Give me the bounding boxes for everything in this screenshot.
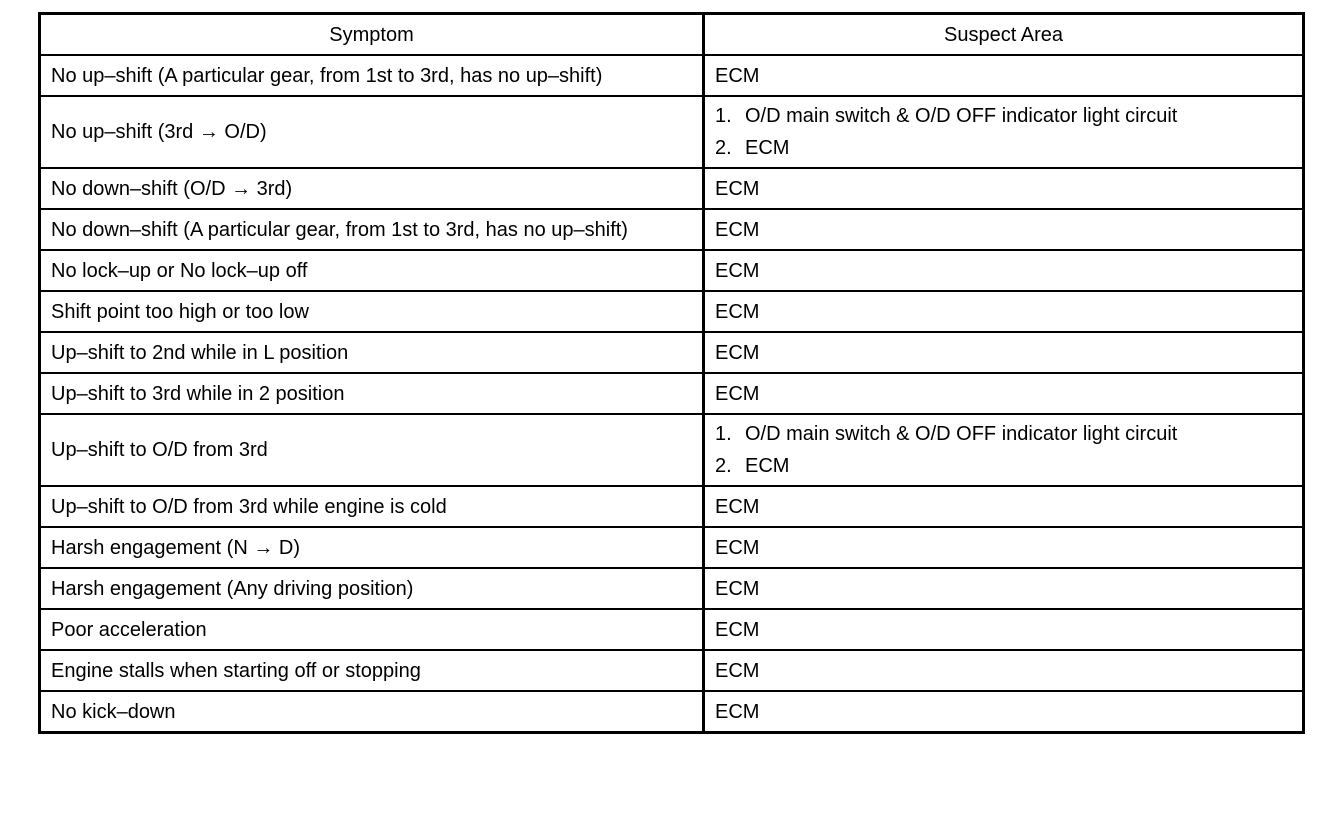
table-row bbox=[40, 414, 1304, 486]
suspect-area-text: ECM bbox=[715, 64, 760, 87]
suspect-area-text: ECM bbox=[745, 137, 790, 159]
suspect-area-cell bbox=[704, 486, 1304, 527]
suspect-area-cell bbox=[704, 414, 1304, 486]
table-row bbox=[40, 568, 1304, 609]
table-row bbox=[40, 332, 1304, 373]
suspect-area-cell bbox=[704, 168, 1304, 209]
suspect-area-text: ECM bbox=[715, 341, 760, 364]
suspect-area-cell bbox=[704, 291, 1304, 332]
suspect-area-cell bbox=[704, 209, 1304, 250]
symptom-cell: Up–shift to O/D from 3rd while engine is cold bbox=[40, 486, 704, 527]
suspect-area-text: ECM bbox=[715, 700, 760, 723]
suspect-area-text: ECM bbox=[715, 618, 760, 641]
symptom-cell: No up–shift (3rd → O/D) bbox=[40, 96, 704, 168]
suspect-area-cell bbox=[704, 568, 1304, 609]
suspect-area-text: O/D main switch & O/D OFF indicator light circuit bbox=[745, 105, 1178, 127]
symptom-table bbox=[38, 12, 1305, 734]
suspect-area-text: ECM bbox=[715, 259, 760, 282]
symptom-cell: No up–shift (A particular gear, from 1st to 3rd, has no up–shift) bbox=[40, 55, 704, 96]
suspect-area-list-item bbox=[715, 132, 1292, 164]
suspect-area-cell bbox=[704, 691, 1304, 733]
suspect-area-text: ECM bbox=[715, 495, 760, 518]
table-row bbox=[40, 209, 1304, 250]
suspect-area-text: O/D main switch & O/D OFF indicator light circuit bbox=[745, 423, 1178, 445]
symptom-cell: No kick–down bbox=[40, 691, 704, 733]
suspect-area-text: ECM bbox=[715, 577, 760, 600]
table-header-row bbox=[40, 14, 1304, 56]
table-row bbox=[40, 168, 1304, 209]
suspect-area-cell bbox=[704, 332, 1304, 373]
table-row bbox=[40, 373, 1304, 414]
suspect-area-list-item bbox=[715, 418, 1292, 450]
symptom-cell: No lock–up or No lock–up off bbox=[40, 250, 704, 291]
suspect-area-cell bbox=[704, 55, 1304, 96]
suspect-area-text: ECM bbox=[715, 536, 760, 559]
list-item-number: 2. bbox=[715, 455, 732, 477]
suspect-area-cell bbox=[704, 373, 1304, 414]
suspect-area-text: ECM bbox=[715, 382, 760, 405]
suspect-area-text: ECM bbox=[745, 455, 790, 477]
suspect-area-text: ECM bbox=[715, 300, 760, 323]
list-item-number: 2. bbox=[715, 137, 732, 159]
symptom-cell: Poor acceleration bbox=[40, 609, 704, 650]
table-row bbox=[40, 250, 1304, 291]
symptom-cell: Up–shift to 3rd while in 2 position bbox=[40, 373, 704, 414]
column-header-suspect-area: Suspect Area bbox=[704, 14, 1304, 56]
suspect-area-list-item bbox=[715, 100, 1292, 132]
table-row bbox=[40, 486, 1304, 527]
suspect-area-list bbox=[715, 418, 1292, 482]
suspect-area-text: ECM bbox=[715, 659, 760, 682]
suspect-area-cell bbox=[704, 650, 1304, 691]
symptom-cell: No down–shift (O/D → 3rd) bbox=[40, 168, 704, 209]
suspect-area-cell bbox=[704, 250, 1304, 291]
symptom-cell: Up–shift to 2nd while in L position bbox=[40, 332, 704, 373]
symptom-cell: No down–shift (A particular gear, from 1st to 3rd, has no up–shift) bbox=[40, 209, 704, 250]
table-row bbox=[40, 291, 1304, 332]
suspect-area-text: ECM bbox=[715, 218, 760, 241]
table-row bbox=[40, 527, 1304, 568]
suspect-area-cell bbox=[704, 527, 1304, 568]
list-item-number: 1. bbox=[715, 105, 732, 127]
table-row bbox=[40, 55, 1304, 96]
suspect-area-list-item bbox=[715, 450, 1292, 482]
suspect-area-list bbox=[715, 100, 1292, 164]
list-item-number: 1. bbox=[715, 423, 732, 445]
symptom-cell: Harsh engagement (N → D) bbox=[40, 527, 704, 568]
table-body bbox=[40, 55, 1304, 733]
column-header-symptom: Symptom bbox=[40, 14, 704, 56]
table-row bbox=[40, 609, 1304, 650]
suspect-area-cell bbox=[704, 96, 1304, 168]
symptom-cell: Harsh engagement (Any driving position) bbox=[40, 568, 704, 609]
table-row bbox=[40, 650, 1304, 691]
table-row bbox=[40, 96, 1304, 168]
suspect-area-text: ECM bbox=[715, 177, 760, 200]
table-row bbox=[40, 691, 1304, 733]
suspect-area-cell bbox=[704, 609, 1304, 650]
symptom-cell: Shift point too high or too low bbox=[40, 291, 704, 332]
symptom-cell: Engine stalls when starting off or stopping bbox=[40, 650, 704, 691]
symptom-cell: Up–shift to O/D from 3rd bbox=[40, 414, 704, 486]
